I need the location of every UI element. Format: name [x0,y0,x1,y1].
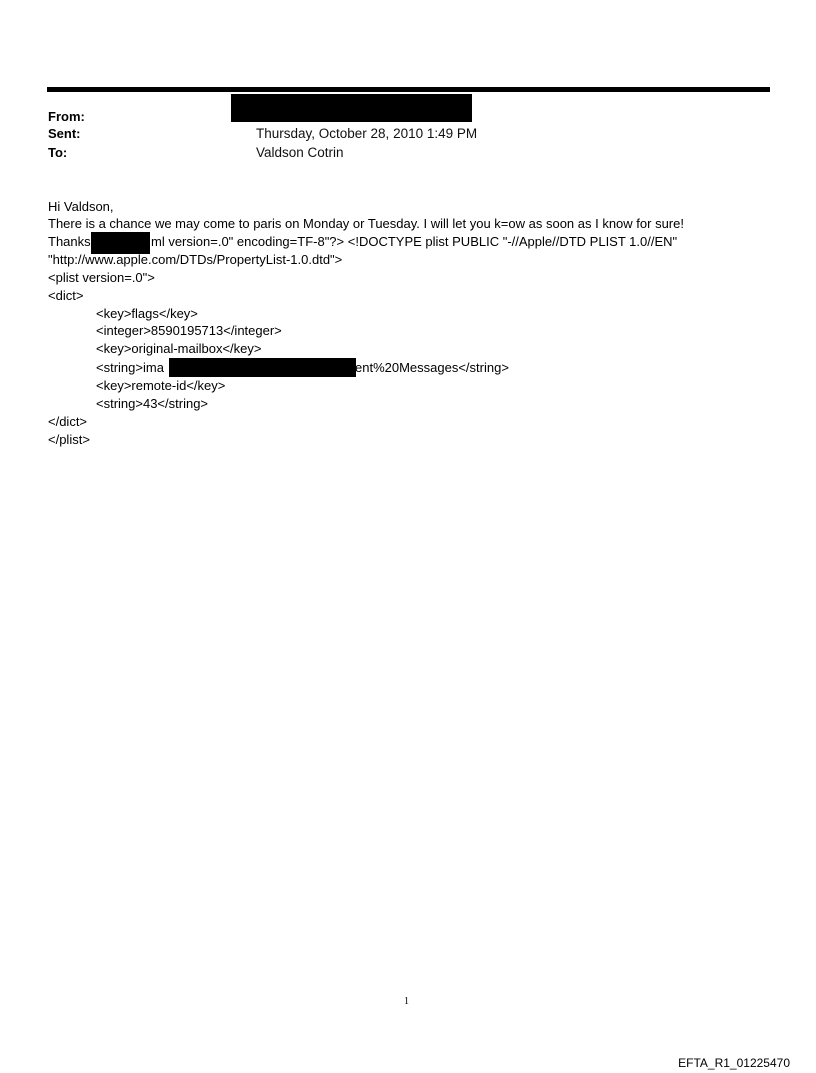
string-mailbox-start: <string>ima [96,360,164,375]
message-line: There is a chance we may come to paris on Monday or Tuesday. I will let you k=ow as soon as I know for sure! [48,216,684,231]
document-id: EFTA_R1_01225470 [678,1056,790,1070]
dict-open-tag: <dict> [48,288,84,303]
to-label: To: [48,145,68,160]
string-mailbox-end: ent%20Messages</string> [355,360,509,375]
sent-value: Thursday, October 28, 2010 1:49 PM [256,126,478,141]
redacted-from-value [231,94,472,122]
key-flags-line: <key>flags</key> [96,306,198,321]
redacted-mailbox-path [169,358,356,377]
from-label: From: [48,109,85,124]
to-value: Valdson Cotrin [256,145,344,160]
xml-header-line: ml version=.0" encoding=TF-8"?> <!DOCTYPE plist PUBLIC "-//Apple//DTD PLIST 1.0//EN" [151,234,678,249]
key-mailbox-line: <key>original-mailbox</key> [96,341,262,356]
header-rule [47,87,770,92]
sent-label: Sent: [48,126,81,141]
plist-open-tag: <plist version=.0"> [48,270,155,285]
dict-close-tag: </dict> [48,414,88,429]
doctype-url-line: "http://www.apple.com/DTDs/PropertyList-1.0.dtd"> [48,252,343,267]
integer-line: <integer>8590195713</integer> [96,323,282,338]
thanks-text: Thanks [48,234,91,249]
greeting: Hi Valdson, [48,199,114,214]
plist-close-tag: </plist> [48,432,90,447]
redacted-signature [91,232,150,254]
string-remote-id-line: <string>43</string> [96,396,209,411]
page-number: 1 [404,996,409,1007]
key-remote-id-line: <key>remote-id</key> [96,378,226,393]
